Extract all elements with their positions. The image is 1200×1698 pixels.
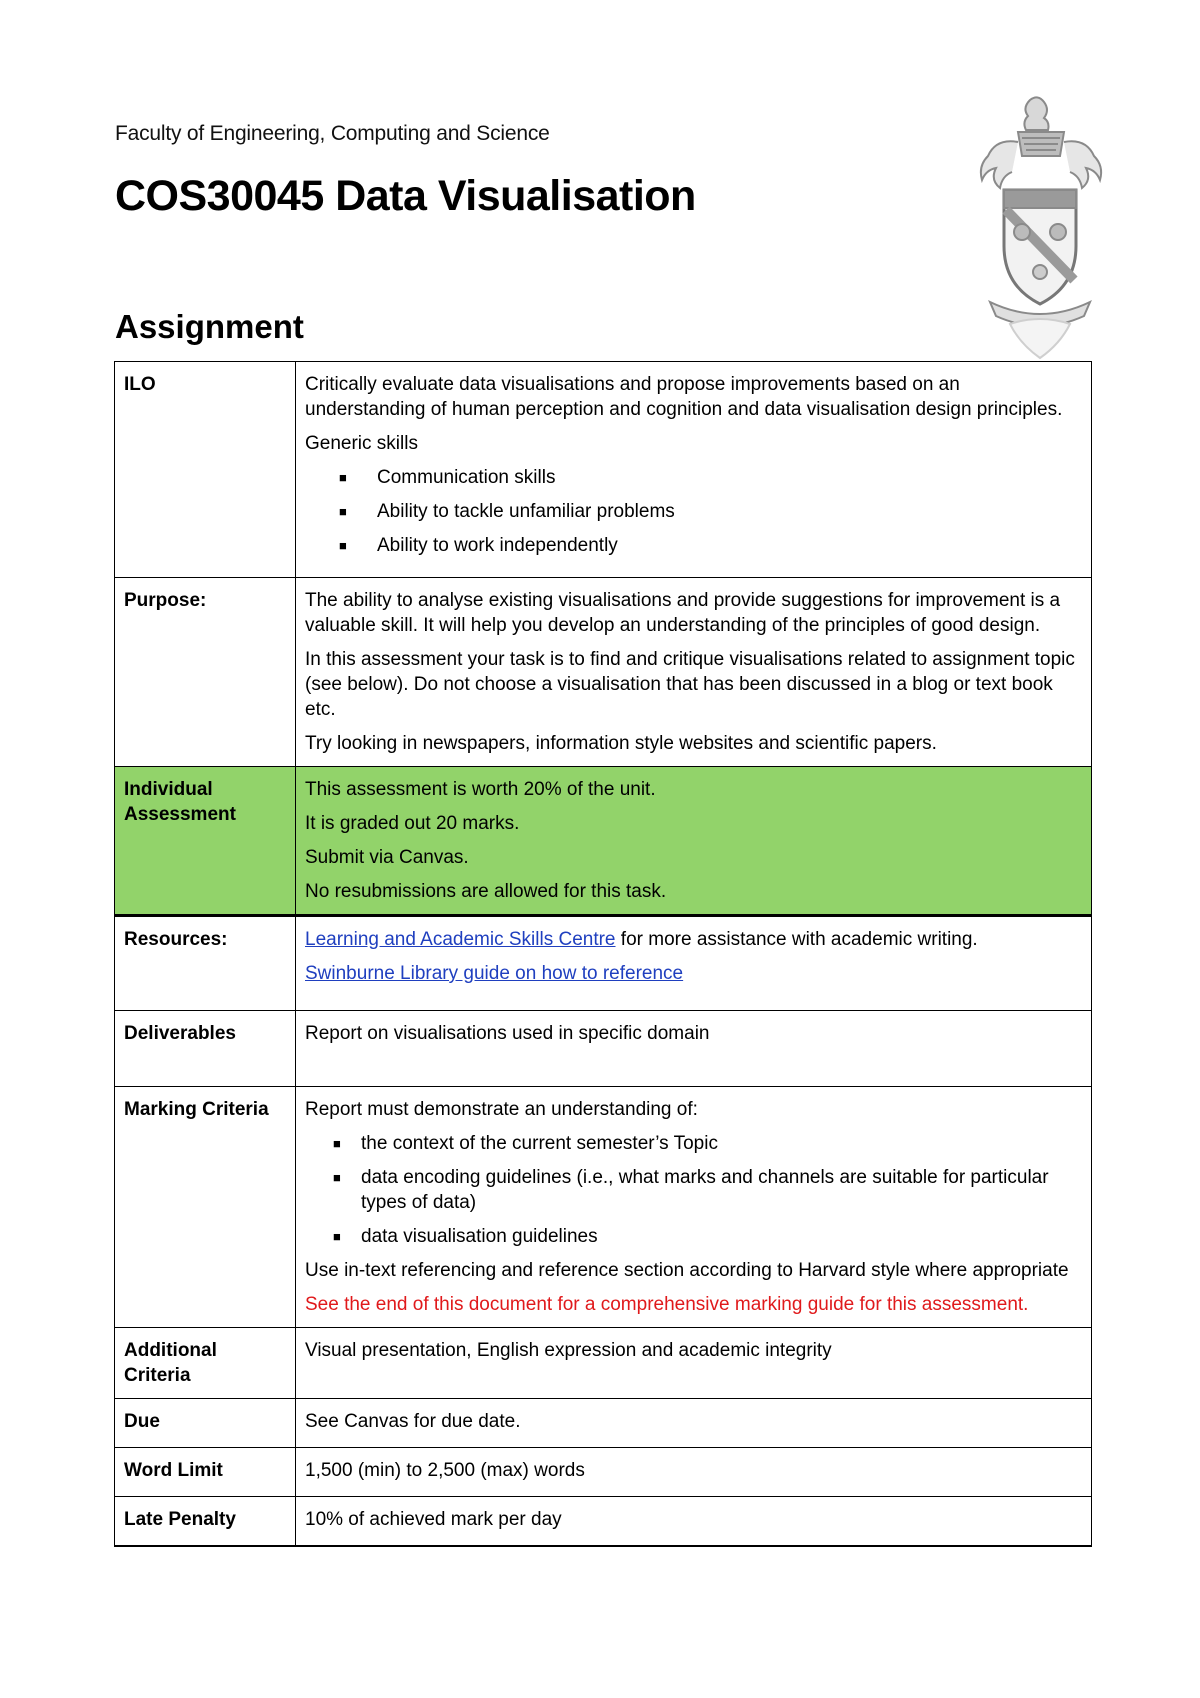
ilo-label: ILO <box>115 362 296 578</box>
late-penalty-label: Late Penalty <box>115 1497 296 1547</box>
table-row <box>115 1448 1092 1497</box>
university-crest-icon <box>970 92 1110 362</box>
list-item: ■ the context of the current semester’s Topic <box>333 1131 1082 1156</box>
table-row <box>115 1399 1092 1448</box>
additional-criteria-content <box>296 1328 1092 1399</box>
table-row <box>115 1087 1092 1328</box>
due-text: See Canvas for due date. <box>305 1411 521 1432</box>
faculty-name: Faculty of Engineering, Computing and Science <box>115 122 550 145</box>
due-label: Due <box>115 1399 296 1448</box>
ilo-content <box>296 362 1092 578</box>
marking-intro: Report must demonstrate an understanding of: <box>305 1099 698 1120</box>
word-limit-text: 1,500 (min) to 2,500 (max) words <box>305 1460 585 1481</box>
resources-line <box>305 961 1082 986</box>
late-penalty-text: 10% of achieved mark per day <box>305 1509 562 1530</box>
generic-skills-list <box>305 465 1082 558</box>
generic-skills-heading: Generic skills <box>305 433 418 454</box>
individual-assessment-content <box>296 767 1092 916</box>
deliverables-label: Deliverables <box>115 1011 296 1087</box>
deliverables-content <box>296 1011 1092 1087</box>
additional-criteria-label: Additional Criteria <box>115 1328 296 1399</box>
marking-criteria-list <box>305 1131 1082 1249</box>
table-row <box>115 362 1092 578</box>
resources-suffix: for more assistance with academic writing. <box>615 929 978 950</box>
assessment-line: Submit via Canvas. <box>305 847 469 868</box>
assignment-info-table <box>114 361 1092 1547</box>
word-limit-label: Word Limit <box>115 1448 296 1497</box>
purpose-paragraph: In this assessment your task is to find and critique visualisations related to assignment topic (see below). Do not choose a visualisation that has been discussed in a blog or text book etc. <box>305 649 1075 720</box>
resources-content <box>296 916 1092 1011</box>
library-guide-link[interactable]: Swinburne Library guide on how to reference <box>305 963 684 984</box>
purpose-paragraph: The ability to analyse existing visualisations and provide suggestions for improvement is a valuable skill. It will help you develop an understanding of the principles of good design. <box>305 590 1061 636</box>
resources-line <box>305 927 1082 952</box>
purpose-paragraph: Try looking in newspapers, information style websites and scientific papers. <box>305 733 937 754</box>
individual-assessment-label: Individual Assessment <box>115 767 296 916</box>
referencing-text: Use in-text referencing and reference section according to Harvard style where appropriate <box>305 1260 1069 1281</box>
learning-skills-link[interactable]: Learning and Academic Skills Centre <box>305 929 616 950</box>
list-item: ■ Communication skills <box>339 465 1082 490</box>
list-item: ■ data visualisation guidelines <box>333 1224 1082 1249</box>
list-item: ■ Ability to work independently <box>339 533 1082 558</box>
table-row <box>115 1011 1092 1087</box>
assessment-line: It is graded out 20 marks. <box>305 813 520 834</box>
marking-guide-note: See the end of this document for a comprehensive marking guide for this assessment. <box>305 1294 1029 1315</box>
section-heading: Assignment <box>115 308 304 345</box>
list-item: ■ data encoding guidelines (i.e., what marks and channels are suitable for particular types of data) <box>333 1165 1082 1215</box>
purpose-content <box>296 578 1092 767</box>
marking-criteria-label: Marking Criteria <box>115 1087 296 1328</box>
table-row <box>115 1328 1092 1399</box>
table-row <box>115 1497 1092 1547</box>
assessment-line: This assessment is worth 20% of the unit. <box>305 779 656 800</box>
assessment-line: No resubmissions are allowed for this task. <box>305 881 667 902</box>
marking-criteria-content <box>296 1087 1092 1328</box>
resources-label: Resources: <box>115 916 296 1011</box>
list-item: ■ Ability to tackle unfamiliar problems <box>339 499 1082 524</box>
deliverables-text: Report on visualisations used in specific domain <box>305 1023 710 1044</box>
due-content <box>296 1399 1092 1448</box>
ilo-text: Critically evaluate data visualisations and propose improvements based on an understanding of human perception and cognition and data visualisation design principles. <box>305 374 1063 420</box>
purpose-label: Purpose: <box>115 578 296 767</box>
page-title: COS30045 Data Visualisation <box>115 172 696 220</box>
late-penalty-content <box>296 1497 1092 1547</box>
additional-criteria-text: Visual presentation, English expression and academic integrity <box>305 1340 832 1361</box>
table-row <box>115 578 1092 767</box>
table-row <box>115 916 1092 1011</box>
table-row <box>115 767 1092 916</box>
word-limit-content <box>296 1448 1092 1497</box>
